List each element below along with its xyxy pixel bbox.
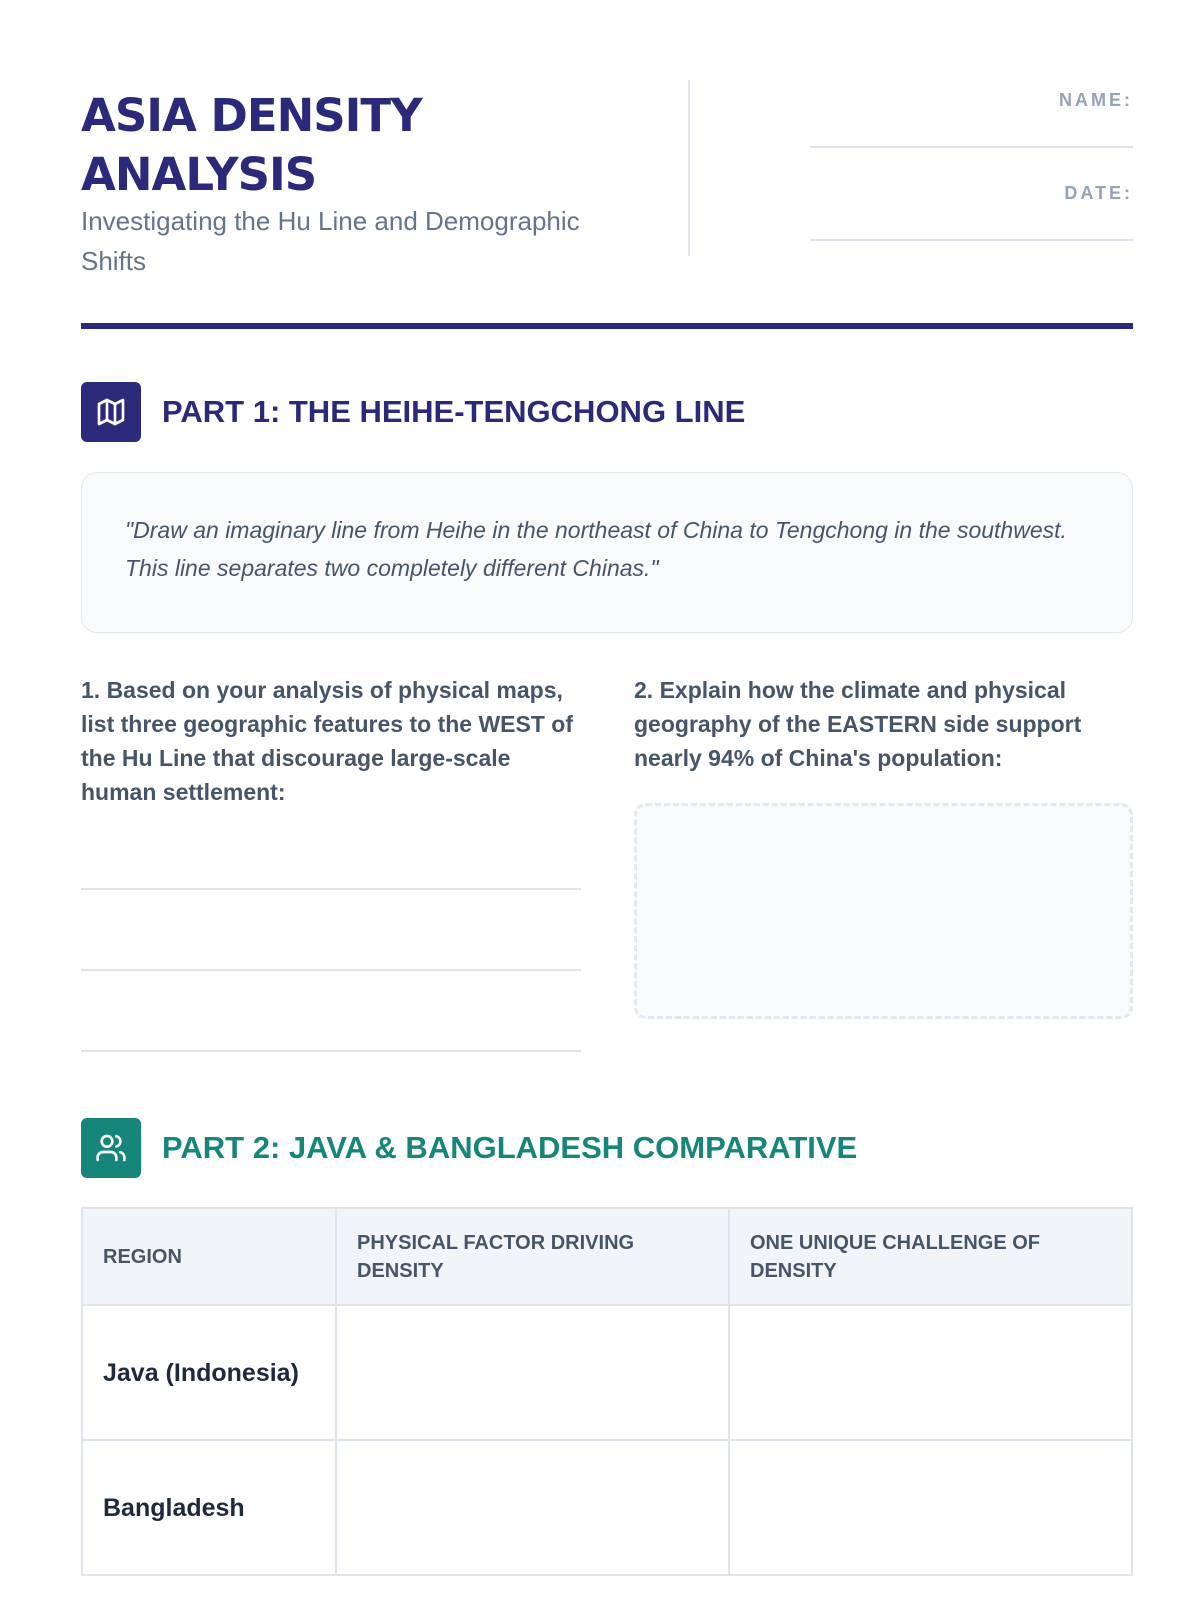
name-field[interactable] — [810, 146, 1133, 148]
column-header-challenge: ONE UNIQUE CHALLENGE OF DENSITY — [729, 1208, 1132, 1305]
worksheet-header — [81, 80, 1133, 330]
part1-heading — [81, 382, 1133, 442]
column-header-factor: PHYSICAL FACTOR DRIVING DENSITY — [336, 1208, 729, 1305]
date-field[interactable] — [810, 239, 1133, 241]
table-header-row — [82, 1208, 1132, 1305]
users-icon — [81, 1118, 141, 1178]
date-label: DATE: — [1064, 183, 1133, 203]
region-cell: Java (Indonesia) — [82, 1305, 336, 1440]
answer-line-2[interactable] — [81, 969, 581, 971]
quote-box — [81, 472, 1133, 633]
header-rule — [81, 323, 1133, 329]
quote-text: "Draw an imaginary line from Heihe in the northeast of China to Tengchong in the southwest. This line separates two completely different Chinas." — [125, 517, 1067, 581]
part2-heading — [81, 1118, 1133, 1178]
table-row — [82, 1440, 1132, 1575]
page-subtitle: Investigating the Hu Line and Demographic Shifts — [81, 206, 580, 276]
comparison-table — [81, 1207, 1133, 1576]
page-title: ASIA DENSITY ANALYSIS — [81, 89, 422, 201]
answer-box[interactable] — [634, 803, 1133, 1019]
challenge-cell[interactable] — [729, 1440, 1132, 1575]
challenge-cell[interactable] — [729, 1305, 1132, 1440]
question-1: 1. Based on your analysis of physical maps, list three geographic features to the WEST of the Hu Line that discourage large-scale human settlement: — [81, 677, 574, 805]
region-cell: Bangladesh — [82, 1440, 336, 1575]
column-header-region: REGION — [82, 1208, 336, 1305]
name-label: NAME: — [1059, 90, 1133, 110]
part1-title: PART 1: THE HEIHE-TENGCHONG LINE — [162, 394, 746, 429]
answer-line-3[interactable] — [81, 1050, 581, 1052]
factor-cell[interactable] — [336, 1440, 729, 1575]
question-2: 2. Explain how the climate and physical geography of the EASTERN side support nearly 94% of China's population: — [634, 677, 1082, 771]
table-row — [82, 1305, 1132, 1440]
factor-cell[interactable] — [336, 1305, 729, 1440]
answer-line-1[interactable] — [81, 888, 581, 890]
map-icon — [81, 382, 141, 442]
part2-title: PART 2: JAVA & BANGLADESH COMPARATIVE — [162, 1130, 858, 1165]
header-divider — [688, 80, 690, 256]
